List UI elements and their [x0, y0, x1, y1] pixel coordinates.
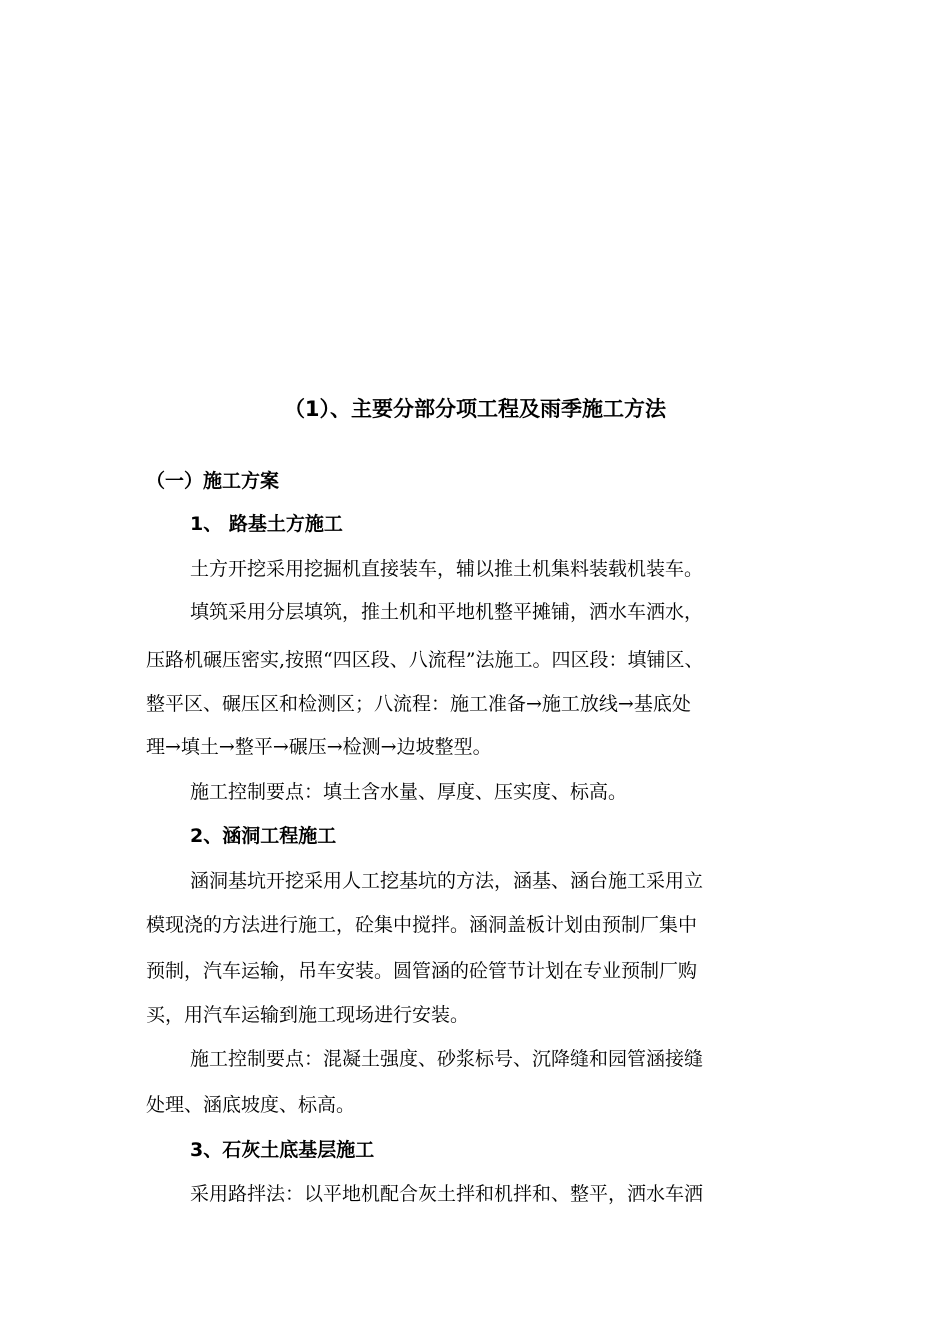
paragraph-line: 施工控制要点：混凝土强度、砂浆标号、沉降缝和园管涵接缝 — [190, 1048, 704, 1070]
paragraph-line: 预制，汽车运输，吊车安装。圆管涵的砼管节计划在专业预制厂购 — [146, 960, 698, 982]
paragraph-line: 处理、涵底坡度、标高。 — [146, 1094, 356, 1116]
paragraph-line: 压路机碾压密实,按照“四区段、八流程”法施工。四区段：填铺区、 — [146, 649, 704, 671]
paragraph-line: 土方开挖采用挖掘机直接装车，辅以推土机集料装载机装车。 — [190, 558, 704, 580]
paragraph-line: 填筑采用分层填筑，推土机和平地机整平摊铺，洒水车洒水， — [190, 601, 704, 623]
paragraph-line: 整平区、碾压区和检测区；八流程：施工准备→施工放线→基底处 — [146, 693, 691, 715]
paragraph-line: 理→填土→整平→碾压→检测→边坡整型。 — [146, 736, 492, 758]
paragraph-line: 模现浇的方法进行施工，砼集中搅拌。涵洞盖板计划由预制厂集中 — [146, 914, 698, 936]
document-title: （1）、主要分部分项工程及雨季施工方法 — [283, 397, 667, 421]
paragraph-line: 采用路拌法：以平地机配合灰土拌和机拌和、整平，洒水车洒 — [190, 1183, 704, 1205]
subsection-heading-1: 1、 路基土方施工 — [190, 513, 343, 535]
paragraph-line: 施工控制要点：填土含水量、厚度、压实度、标高。 — [190, 781, 628, 803]
subsection-heading-2: 2、涵洞工程施工 — [190, 825, 337, 847]
paragraph-line: 买，用汽车运输到施工现场进行安装。 — [146, 1004, 470, 1026]
paragraph-line: 涵洞基坑开挖采用人工挖基坑的方法，涵基、涵台施工采用立 — [190, 870, 704, 892]
subsection-heading-3: 3、石灰土底基层施工 — [190, 1139, 375, 1161]
section-heading: （一）施工方案 — [146, 470, 280, 492]
